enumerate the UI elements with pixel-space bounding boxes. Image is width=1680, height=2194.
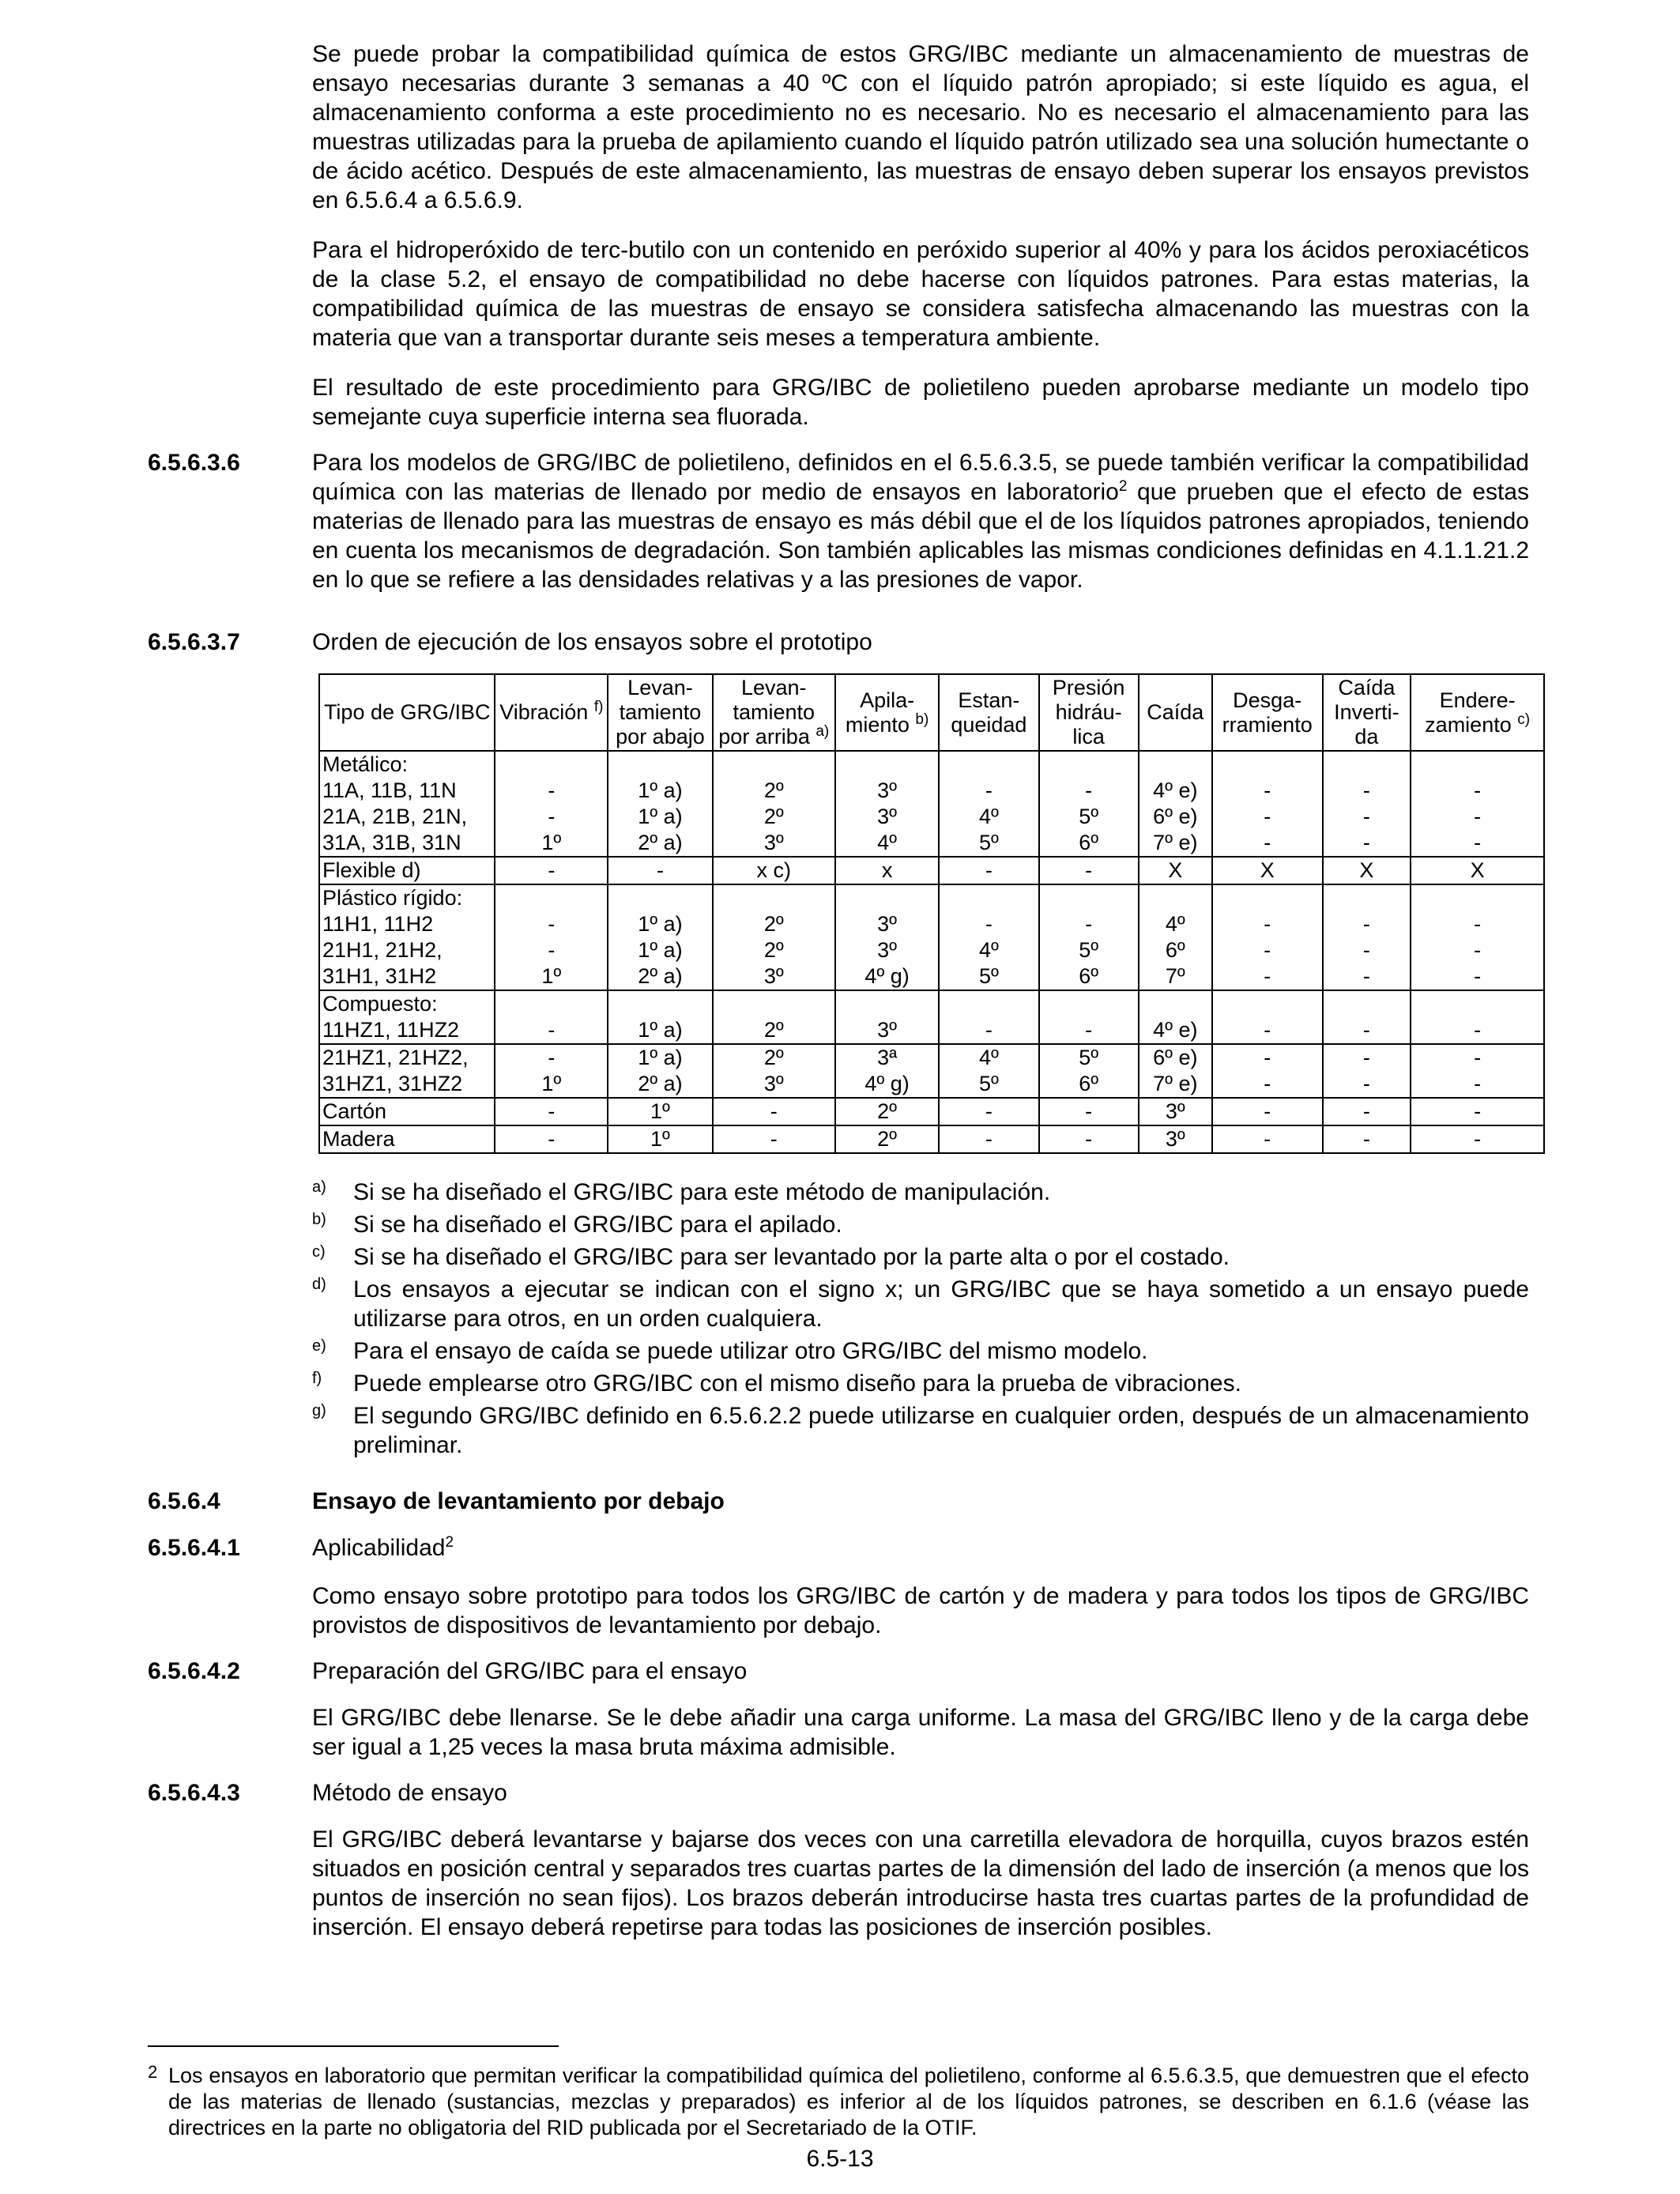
table-cell: 1º <box>608 1125 712 1153</box>
table-cell: 4º <box>835 830 939 857</box>
table-cell: X <box>1411 857 1544 884</box>
table-cell: 5º <box>939 830 1038 857</box>
section-heading-6-5-6-3-7: Orden de ejecución de los ensayos sobre el prototipo <box>312 629 872 655</box>
table-note-text: Si se ha diseñado el GRG/IBC para este método de manipulación. <box>353 1179 1051 1205</box>
table-cell: - <box>1411 911 1544 937</box>
table-cell <box>1139 884 1212 911</box>
row-type-cell: 21A, 21B, 21N, <box>319 804 495 830</box>
table-cell: - <box>1323 963 1411 990</box>
table-cell <box>608 884 712 911</box>
table-cell: - <box>495 778 608 804</box>
table-cell: - <box>1323 937 1411 963</box>
table-cell: 2º a) <box>608 963 712 990</box>
table-cell: - <box>939 857 1038 884</box>
table-note-text: Si se ha diseñado el GRG/IBC para el apilado. <box>353 1212 842 1238</box>
table-row <box>319 1071 1544 1098</box>
paragraph-6-5-6-3-6-text-a: Para los modelos de GRG/IBC de polietileno, definidos en el 6.5.6.3.5, se puede también verificar la compatibilidad química con las materias de llenado por medio de ensayos en laboratorio <box>312 450 1529 505</box>
row-type-cell: Metálico: <box>319 751 495 778</box>
table-cell: X <box>1323 857 1411 884</box>
column-header-label: Desga-rramiento <box>1222 688 1313 737</box>
note-ref: b) <box>915 711 929 728</box>
note-ref: c) <box>1517 711 1531 728</box>
table-cell: - <box>1411 1044 1544 1071</box>
table-note-mark: e) <box>312 1337 326 1355</box>
table-cell <box>835 990 939 1017</box>
table-cell: 3º <box>713 963 835 990</box>
footnote-text: Los ensayos en laboratorio que permitan verificar la compatibilidad química del polietileno, conforme al 6.5.6.3.5, que demuestren que el efecto de las materias de llenado (sustancias, mezclas y preparados) es inferior al de los líquidos patrones, se describen en 6.1.6 (véase las directrices en la parte no obligatoria del RID publicada por el Secretariado de la OTIF. <box>168 2064 1529 2139</box>
footnote-divider <box>148 2045 559 2047</box>
table-cell <box>835 884 939 911</box>
table-cell: X <box>1139 857 1212 884</box>
row-type-cell: 21HZ1, 21HZ2, <box>319 1044 495 1071</box>
section-heading-6-5-6-4-3: Método de ensayo <box>312 1780 507 1806</box>
table-cell: 4º g) <box>835 963 939 990</box>
table-cell: - <box>1411 963 1544 990</box>
table-cell <box>1212 751 1323 778</box>
section-title-6-5-6-4: Ensayo de levantamiento por debajo <box>312 1488 725 1514</box>
table-cell: - <box>1039 1125 1139 1153</box>
table-cell: - <box>608 857 712 884</box>
column-header-label: Apila-miento <box>845 688 915 737</box>
table-cell: - <box>1212 1044 1323 1071</box>
table-cell: - <box>713 1125 835 1153</box>
table-cell: 6º <box>1039 830 1139 857</box>
table-cell: 7º e) <box>1139 830 1212 857</box>
table-cell: 2º a) <box>608 830 712 857</box>
table-cell: - <box>1039 911 1139 937</box>
table-cell: - <box>939 1125 1038 1153</box>
table-cell: - <box>1039 1098 1139 1125</box>
table-cell: - <box>1039 1017 1139 1044</box>
table-cell: - <box>939 911 1038 937</box>
table-note-text: Puede emplearse otro GRG/IBC con el mismo diseño para la prueba de vibraciones. <box>353 1370 1241 1397</box>
table-cell: - <box>1411 1125 1544 1153</box>
table-cell: 7º <box>1139 963 1212 990</box>
table-cell: - <box>495 1098 608 1125</box>
table-cell: 5º <box>939 963 1038 990</box>
table-cell: - <box>713 1098 835 1125</box>
table-note-text: Los ensayos a ejecutar se indican con el signo x; un GRG/IBC que se haya sometido a un ensayo puede utilizarse para otros, en un orden cualquiera. <box>353 1276 1529 1332</box>
table-cell: - <box>1323 830 1411 857</box>
table-cell: - <box>1212 1125 1323 1153</box>
table-cell: - <box>1323 778 1411 804</box>
table-cell <box>713 884 835 911</box>
table-note <box>312 1401 1529 1460</box>
section-number-6-5-6-3-6: 6.5.6.3.6 <box>148 450 240 476</box>
table-header-row <box>319 674 1544 751</box>
table-row <box>319 911 1544 937</box>
table-cell <box>1323 990 1411 1017</box>
table-cell: - <box>1039 857 1139 884</box>
table-row <box>319 830 1544 857</box>
table-cell <box>1411 990 1544 1017</box>
table-cell: 5º <box>1039 804 1139 830</box>
table-cell: 4º e) <box>1139 778 1212 804</box>
column-header-label: Presión hidráu-lica <box>1052 676 1125 748</box>
table-body <box>319 751 1544 1153</box>
table-cell: 6º <box>1039 1071 1139 1098</box>
column-header-label: Caída Inverti-da <box>1334 676 1399 748</box>
table-cell: - <box>939 1017 1038 1044</box>
table-cell: 2º a) <box>608 1071 712 1098</box>
table-cell <box>1139 990 1212 1017</box>
table-cell: - <box>1411 1098 1544 1125</box>
table-cell: 3º <box>835 937 939 963</box>
note-ref: f) <box>593 699 604 715</box>
table-cell: X <box>1212 857 1323 884</box>
table-cell: 2º <box>835 1098 939 1125</box>
column-header <box>1139 674 1212 751</box>
section-number-6-5-6-3-7: 6.5.6.3.7 <box>148 629 240 655</box>
column-header <box>713 674 835 751</box>
table-note-text: Para el ensayo de caída se puede utilizar otro GRG/IBC del mismo modelo. <box>353 1338 1148 1364</box>
table-cell: - <box>1323 911 1411 937</box>
table-cell: - <box>1323 804 1411 830</box>
table-note-mark: f) <box>312 1370 322 1387</box>
table-cell: 1º a) <box>608 804 712 830</box>
column-header <box>1039 674 1139 751</box>
table-cell: - <box>1411 937 1544 963</box>
row-type-cell: Cartón <box>319 1098 495 1125</box>
section-number-6-5-6-4-3: 6.5.6.4.3 <box>148 1780 240 1806</box>
table-cell: 2º <box>713 804 835 830</box>
table-cell: - <box>1212 937 1323 963</box>
table-cell: 3º <box>835 778 939 804</box>
table-cell <box>1039 751 1139 778</box>
row-type-cell: 11H1, 11H2 <box>319 911 495 937</box>
column-header-label: Estan-queidad <box>951 688 1027 737</box>
table-cell: 2º <box>713 911 835 937</box>
row-type-cell: 11A, 11B, 11N <box>319 778 495 804</box>
paragraph-fluorinated: El resultado de este procedimiento para GRG/IBC de polietileno pueden aprobarse mediante un modelo tipo semejante cuya superficie interna sea fluorada. <box>312 375 1529 430</box>
table-cell: 3º <box>835 911 939 937</box>
table-cell: 1º a) <box>608 911 712 937</box>
table-cell: - <box>939 778 1038 804</box>
table-cell <box>495 990 608 1017</box>
table-cell <box>1139 751 1212 778</box>
column-header <box>495 674 608 751</box>
table-note-text: El segundo GRG/IBC definido en 6.5.6.2.2 puede utilizarse en cualquier orden, después de un almacenamiento preliminar. <box>353 1403 1529 1458</box>
table-cell: - <box>1411 830 1544 857</box>
table-row <box>319 1017 1544 1044</box>
table-note <box>312 1210 1529 1239</box>
table-note-mark: a) <box>312 1178 326 1196</box>
table-cell <box>1039 990 1139 1017</box>
page-number: 6.5-13 <box>806 2146 874 2172</box>
row-type-cell: Plástico rígido: <box>319 884 495 911</box>
footnote-mark: 2 <box>148 2062 158 2082</box>
table-notes <box>312 1178 1529 1463</box>
table-cell: - <box>1212 963 1323 990</box>
row-type-cell: 31H1, 31H2 <box>319 963 495 990</box>
table-cell: 3ª <box>835 1044 939 1071</box>
column-header-label: Levan-tamiento por abajo <box>616 676 705 748</box>
table-cell: - <box>495 937 608 963</box>
table-cell: 6º e) <box>1139 1044 1212 1071</box>
row-type-cell: Compuesto: <box>319 990 495 1017</box>
row-type-cell: 11HZ1, 11HZ2 <box>319 1017 495 1044</box>
table-cell: - <box>495 857 608 884</box>
table-cell: 5º <box>939 1071 1038 1098</box>
table-cell: - <box>1411 778 1544 804</box>
table-cell: - <box>1212 1017 1323 1044</box>
table-cell <box>1212 884 1323 911</box>
table-cell: 3º <box>1139 1098 1212 1125</box>
table-cell: 5º <box>1039 1044 1139 1071</box>
table-cell: - <box>1039 778 1139 804</box>
table-cell <box>1039 884 1139 911</box>
table-row <box>319 990 1544 1017</box>
table-cell: 4º <box>939 937 1038 963</box>
table-cell: 4º g) <box>835 1071 939 1098</box>
table-note-text: Si se ha diseñado el GRG/IBC para ser levantado por la parte alta o por el costado. <box>353 1244 1230 1270</box>
table-cell: x c) <box>713 857 835 884</box>
table-cell <box>1323 884 1411 911</box>
table-cell <box>1411 884 1544 911</box>
paragraph-peroxide: Para el hidroperóxido de terc-butilo con un contenido en peróxido superior al 40% y para los ácidos peroxiacéticos de la clase 5.2, el ensayo de compatibilidad no debe hacerse con líquidos patrones. Para estas materias, la compatibilidad química de las muestras de ensayo se considera satisfecha almacenando las muestras con la materia que van a transportar durante seis meses a temperatura ambiente. <box>312 237 1529 351</box>
table-cell <box>713 751 835 778</box>
table-cell: - <box>495 1125 608 1153</box>
table-note <box>312 1336 1529 1366</box>
table-cell: - <box>1411 804 1544 830</box>
table-row <box>319 937 1544 963</box>
row-type-cell: 31HZ1, 31HZ2 <box>319 1071 495 1098</box>
table-cell <box>939 884 1038 911</box>
paragraph-6-5-6-3-6 <box>312 448 1529 594</box>
column-header-label: Levan-tamiento por arriba <box>718 676 816 748</box>
table-row <box>319 778 1544 804</box>
table-cell: 4º e) <box>1139 1017 1212 1044</box>
table-cell: 1º <box>608 1098 712 1125</box>
table-cell: 6º <box>1039 963 1139 990</box>
table-cell: - <box>1212 1071 1323 1098</box>
table-cell: 1º <box>495 830 608 857</box>
table-cell: x <box>835 857 939 884</box>
row-type-cell: Flexible d) <box>319 857 495 884</box>
table-cell: 2º <box>713 778 835 804</box>
table-note-mark: d) <box>312 1276 326 1293</box>
paragraph-storage-compatibility: Se puede probar la compatibilidad química de estos GRG/IBC mediante un almacenamiento de muestras de ensayo necesarias durante 3 semanas a 40 ºC con el líquido patrón apropiado; si este líquido es agua, el almacenamiento conforma a este procedimiento no es necesario. No es necesario el almacenamiento para las muestras utilizadas para la prueba de apilamiento cuando el líquido patrón utilizado sea una solución humectante o de ácido acético. Después de este almacenamiento, las muestras de ensayo deben superar los ensayos previstos en 6.5.6.4 a 6.5.6.9. <box>312 41 1529 213</box>
table-cell: - <box>939 1098 1038 1125</box>
table-cell: - <box>495 1044 608 1071</box>
table-cell <box>835 751 939 778</box>
section-heading-6-5-6-4-1 <box>312 1533 454 1563</box>
table-cell: - <box>1212 778 1323 804</box>
table-cell: - <box>495 1017 608 1044</box>
table-row <box>319 857 1544 884</box>
table-cell: 3º <box>713 830 835 857</box>
table-cell: 7º e) <box>1139 1071 1212 1098</box>
row-type-cell: Madera <box>319 1125 495 1153</box>
table-row <box>319 804 1544 830</box>
table-cell: 2º <box>713 937 835 963</box>
column-header <box>1212 674 1323 751</box>
column-header-label: Endere-zamiento <box>1425 688 1516 737</box>
footnote-2 <box>148 2063 1529 2141</box>
table-cell <box>939 990 1038 1017</box>
row-type-cell: 31A, 31B, 31N <box>319 830 495 857</box>
table-cell: 1º a) <box>608 1017 712 1044</box>
table-note <box>312 1242 1529 1272</box>
table-cell <box>608 990 712 1017</box>
footnote-ref[interactable]: 2 <box>445 1534 454 1551</box>
column-header <box>1411 674 1544 751</box>
table-cell: 6º e) <box>1139 804 1212 830</box>
table-note <box>312 1275 1529 1333</box>
table-cell <box>1411 751 1544 778</box>
table-note <box>312 1369 1529 1398</box>
table-cell <box>1323 751 1411 778</box>
table-row <box>319 1098 1544 1125</box>
table-cell <box>608 751 712 778</box>
paragraph-6-5-6-4-1: Como ensayo sobre prototipo para todos los GRG/IBC de cartón y de madera y para todos los tipos de GRG/IBC provistos de dispositivos de levantamiento por debajo. <box>312 1583 1529 1638</box>
table-note-mark: c) <box>312 1243 326 1261</box>
row-type-cell: 21H1, 21H2, <box>319 937 495 963</box>
section-heading-6-5-6-4-2: Preparación del GRG/IBC para el ensayo <box>312 1658 748 1684</box>
table-cell: 4º <box>1139 911 1212 937</box>
table-cell <box>1212 990 1323 1017</box>
column-header <box>939 674 1038 751</box>
table-note <box>312 1178 1529 1207</box>
table-row <box>319 884 1544 911</box>
table-row <box>319 751 1544 778</box>
table-row <box>319 1125 1544 1153</box>
table-cell: - <box>495 911 608 937</box>
table-row <box>319 963 1544 990</box>
table-cell: 6º <box>1139 937 1212 963</box>
table-cell: 3º <box>835 1017 939 1044</box>
table-cell: 1º <box>495 1071 608 1098</box>
paragraph-6-5-6-4-2: El GRG/IBC debe llenarse. Se le debe añadir una carga uniforme. La masa del GRG/IBC lleno y de la carga debe ser igual a 1,25 veces la masa bruta máxima admisible. <box>312 1705 1529 1760</box>
table-cell: - <box>1212 830 1323 857</box>
table-row <box>319 1044 1544 1071</box>
table-note-mark: g) <box>312 1402 326 1419</box>
column-header <box>835 674 939 751</box>
table-cell: - <box>1323 1017 1411 1044</box>
column-header <box>319 674 495 751</box>
column-header-label: Tipo de GRG/IBC <box>323 700 491 724</box>
table-cell: 2º <box>713 1017 835 1044</box>
table-cell: - <box>495 804 608 830</box>
table-cell: - <box>1323 1044 1411 1071</box>
table-note-mark: b) <box>312 1211 326 1228</box>
section-number-6-5-6-4-2: 6.5.6.4.2 <box>148 1658 240 1684</box>
table-cell: - <box>1323 1125 1411 1153</box>
table-cell: 1º a) <box>608 778 712 804</box>
table-cell <box>495 884 608 911</box>
table-cell <box>713 990 835 1017</box>
table-cell <box>939 751 1038 778</box>
heading-applicability: Aplicabilidad <box>312 1535 446 1561</box>
table-cell: - <box>1411 1017 1544 1044</box>
table-cell: 1º a) <box>608 937 712 963</box>
table-cell <box>495 751 608 778</box>
table-cell: 3º <box>1139 1125 1212 1153</box>
test-order-table <box>318 673 1545 1154</box>
footnote-ref[interactable]: 2 <box>1118 478 1128 495</box>
table-cell: 3º <box>713 1071 835 1098</box>
table-cell: 5º <box>1039 937 1139 963</box>
paragraph-6-5-6-4-3: El GRG/IBC deberá levantarse y bajarse dos veces con una carretilla elevadora de horquilla, cuyos brazos estén situados en posición central y separados tres cuartas partes de la dimensión del lado de inserción (a menos que los puntos de inserción no sean fijos). Los brazos deberán introducirse hasta tres cuartas partes de la profundidad de inserción. El ensayo deberá repetirse para todas las posiciones de inserción posibles. <box>312 1826 1529 1940</box>
table-cell: - <box>1212 804 1323 830</box>
table-cell: 2º <box>835 1125 939 1153</box>
table-cell: - <box>1323 1071 1411 1098</box>
table-cell: 3º <box>835 804 939 830</box>
paragraph-6-5-6-3-6-text-b: que prueben que el efecto de estas materias de llenado para las muestras de ensayo es más débil que el de los líquidos patrones apropiados, teniendo en cuenta los mecanismos de degradación. Son también aplicables las mismas condiciones definidas en 4.1.1.21.2 en lo que se refiere a las densidades relativas y a las presiones de vapor. <box>312 479 1529 593</box>
table-cell: 4º <box>939 804 1038 830</box>
section-number-6-5-6-4-1: 6.5.6.4.1 <box>148 1535 240 1561</box>
table-cell: - <box>1212 911 1323 937</box>
table-cell: - <box>1411 1071 1544 1098</box>
table-cell: 1º a) <box>608 1044 712 1071</box>
table-cell: 4º <box>939 1044 1038 1071</box>
column-header-label: Caída <box>1147 700 1204 724</box>
section-number-6-5-6-4: 6.5.6.4 <box>148 1488 220 1514</box>
table-cell: 1º <box>495 963 608 990</box>
column-header <box>1323 674 1411 751</box>
table-cell: - <box>1323 1098 1411 1125</box>
note-ref: a) <box>816 723 830 740</box>
column-header <box>608 674 712 751</box>
column-header-label: Vibración <box>499 700 589 724</box>
table-cell: - <box>1212 1098 1323 1125</box>
table-cell: 2º <box>713 1044 835 1071</box>
